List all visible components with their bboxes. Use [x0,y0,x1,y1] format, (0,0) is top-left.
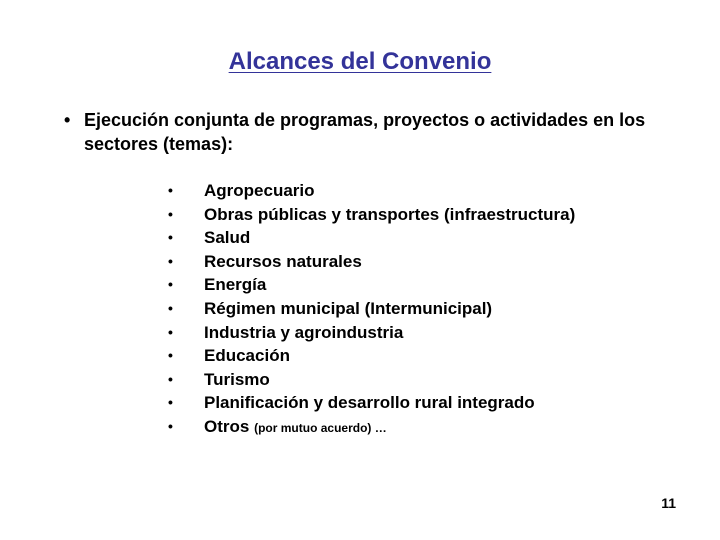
page-number: 11 [661,495,676,511]
sector-label: Agropecuario [204,181,315,200]
sector-item [160,226,680,250]
sector-label: Industria y agroindustria [204,322,404,342]
sector-item [160,203,680,227]
bullet-icon: • [64,110,71,130]
main-bullet-point [64,108,664,156]
sector-item [160,250,680,274]
sector-item [160,415,680,439]
slide-title: Alcances del Convenio [228,48,492,75]
sector-label: Turismo [204,369,270,389]
sector-item [160,273,680,297]
sector-label: Planificación y desarrollo rural integrado [204,393,535,413]
sector-item [160,297,680,321]
bullet-icon: • [168,182,173,198]
sector-label: Energía [204,275,267,295]
bullet-icon: • [168,323,173,340]
bullet-icon: • [168,347,173,364]
sector-item [160,344,680,368]
bullet-icon: • [168,276,173,293]
sector-label: Educación [204,346,290,366]
sector-label: Salud [204,228,251,248]
bullet-icon: • [168,417,173,434]
main-point-text: Ejecución conjunta de programas, proyectos o actividades en los sectores (temas): [84,110,646,154]
sector-label [204,415,387,441]
bullet-icon: • [168,370,173,387]
bullet-icon: • [168,205,173,222]
sector-item [160,321,680,345]
bullet-icon: • [168,252,173,269]
sector-list [160,179,680,439]
bullet-icon: • [168,394,173,411]
sector-item [160,179,680,203]
sector-item [160,368,680,392]
sector-label: Obras públicas y transportes (infraestructura) [204,204,576,224]
bullet-icon: • [168,299,173,316]
sector-note: (por mutuo acuerdo) … [254,420,387,435]
sector-label: Recursos naturales [204,251,362,271]
sector-label-text: Otros [204,416,250,436]
sector-item [160,391,680,415]
sector-label: Régimen municipal (Intermunicipal) [204,298,493,318]
bullet-icon: • [168,229,173,246]
